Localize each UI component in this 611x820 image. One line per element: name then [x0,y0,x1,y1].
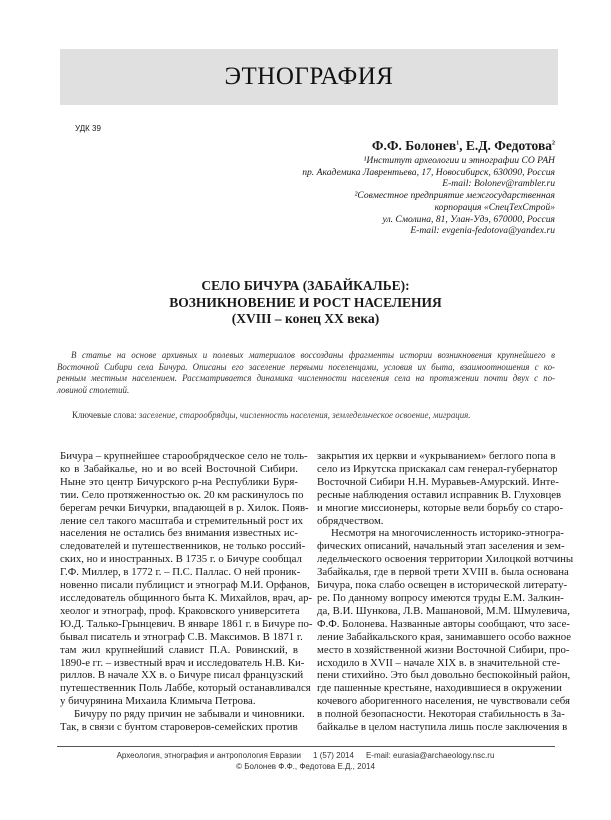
affiliation-line: корпорация «СпецТехСтрой» [434,201,555,213]
body-line: Так, в связи с бунтом староверов-семейских против [60,721,298,734]
abstract-line: ренным местным населением. Рассматривается динамика численности населения села на протяжении почти двух с по- [57,373,555,384]
keywords [72,410,471,420]
body-column-left [60,450,313,734]
keywords-value: заселение, старообрядцы, численность населения, земледельческое освоение, миграция. [138,410,471,420]
abstract-line: ловиной столетий. [57,384,130,395]
body-line: у бичурянина Михаила Климыча Петрова. [60,695,256,708]
author-2-sup: 2 [552,140,555,147]
affiliation-line: E-mail: Bolonev@rambler.ru [442,178,555,190]
body-column-right [317,450,574,734]
body-line: пени стихийно. Это был довольно беспокойный район, [317,669,571,682]
body-line: обрядчеством. [317,514,384,527]
body-line: фических описаний, начальный этап заселения и зем- [317,540,565,553]
body-line: исходило в XVII – начале XIX в. в значительной сте- [317,656,561,669]
title-line: (XVIII – конец XX века) [231,311,380,326]
affiliation-line: ²Совместное предприятие межгосударственная [354,190,555,202]
author-sep: , [459,138,466,153]
affiliation-line: пр. Академика Лаврентьева, 17, Новосибирск, 630090, Россия [302,166,555,178]
affiliation-line: E-mail: evgenia-fedotova@yandex.ru [410,225,555,237]
article-title [0,278,611,328]
author-1: Ф.Ф. Болонев [371,138,457,153]
author-2: Е.Д. Федотова [465,138,552,153]
body-line: хеолог и этнограф, проф. Краковского университета [60,604,300,617]
body-line: Бичура – крупнейшее старообрядческое село не толь- [60,450,308,462]
body-line: Несмотря на многочисленность историко-этногра- [331,527,564,540]
body-line: закрытия их церкви и «укрыванием» беглого попа в [317,450,556,462]
author-names [302,138,555,154]
body-line: Ф.Ф. Болонева. Названные авторы сообщают, что засе- [317,617,570,630]
abstract-line: В статье на основе архивных и полевых материалов воссозданы фрагменты истории возникновения крупнейшего в [71,350,555,360]
body-line: и многие миссионеры, которые вели борьбу со старо- [317,501,564,514]
body-line: новенно писали публицист и этнограф М.И. Орфанов, [60,579,310,592]
keywords-label: Ключевые слова: [72,410,139,420]
body-line: ление сел такого масштаба и стремительный рост их [60,514,304,527]
body-line: 1890-е гг. – известный врач и исследователь Н.В. Ки- [60,656,305,669]
affiliations [302,155,555,237]
abstract [57,350,555,396]
body-line: Ю.Д. Талько-Грынцевич. В январе 1861 г. в Бичуре по- [60,617,313,630]
section-title: ЭТНОГРАФИЯ [224,63,394,90]
body-line: Восточной Сибири Н.Н. Муравьев-Амурский. Инте- [317,475,559,488]
body-line: ледельческого освоения территории Хилоцкой вотчины [317,553,574,566]
author-1-sup: 1 [456,140,460,147]
body-line: берегам речки Бичурки, впадающей в р. Хилок. Появ- [60,501,309,514]
section-banner [60,49,558,105]
body-line: кочевого аборигенного населения, не чувствовали себя [317,695,570,708]
body-line: Бичура, пока слабо освещен в исторической литерату- [317,579,568,592]
udk-code: УДК 39 [75,124,101,133]
authors-block [302,138,555,237]
body-line: Г.Ф. Миллер, в 1772 г. – П.С. Паллас. О ней проник- [60,566,301,579]
body-line: в полной безопасности. Некоторая стабильность в За- [317,708,565,721]
body-line: Бичуру по ряду причин не забывали и чиновники. [74,708,305,721]
body-line: Забайкалья, где в первой трети XVIII в. была основана [317,566,569,579]
body-line: следователей и путешественников, не только россий- [60,540,306,553]
body-line: путешественник Поль Лаббе, который останавливался [60,682,311,695]
affiliation-line: ул. Смолина, 81, Улан-Удэ, 670000, Россия [382,213,555,225]
body-line: там жил крупнейший славист П.А. Ровинский, в [60,643,298,656]
body-line: ре. По данному вопросу имеются труды Е.М. Залкин- [317,591,564,604]
footer-divider [57,746,555,747]
title-line: СЕЛО БИЧУРА (ЗАБАЙКАЛЬЕ): [201,278,410,293]
title-line: ВОЗНИКНОВЕНИЕ И РОСТ НАСЕЛЕНИЯ [169,294,442,310]
footer-email: E-mail: eurasia@archaeology.nsc.ru [365,751,495,760]
body-line: ресные наблюдения оставил исправник В. Глуховцев [317,488,562,501]
affiliation-line: ¹Институт археологии и этнографии СО РАН [363,155,555,166]
body-line: да, В.И. Шункова, Л.В. Машановой, М.М. Шмулевича, [317,604,570,617]
body-line: ление Забайкальского края, занимавшего особо важное [317,630,572,643]
body-line: исследователь общинного быта К. Михайлов, врач, ар- [60,591,313,604]
body-line: ко в Забайкалье, но и во всей Восточной Сибири. [60,462,298,475]
body-line: ских, но и иностранных. В 1735 г. о Бичуре сообщал [60,553,302,566]
body-line: бывал писатель и этнограф С.В. Максимов. В 1871 г. [60,630,303,643]
page-footer [0,750,611,772]
body-line: риллов. В начале XX в. о Бичуре писал французский [60,669,304,682]
footer-copyright: © Болонев Ф.Ф., Федотова Е.Д., 2014 [236,762,375,771]
body-line: место в хозяйственной жизни Восточной Сибири, про- [317,643,570,656]
body-line: где пашенные крестьяне, находившиеся в окружении [317,682,562,695]
body-line: Ныне это центр Бичурского р-на Республики Буря- [60,475,298,488]
body-line: тии. Село протяженностью ок. 20 км раскинулось по [60,488,304,501]
footer-journal: Археология, этнография и антропология Евразии [116,751,302,760]
footer-issue: 1 (57) 2014 [313,751,354,760]
body-line: населения не остались без внимания известных ис- [60,527,298,540]
body-line: село из Иркутска прискакал сам генерал-губернатор [317,462,558,475]
body-line: байкалье в целом наступила лишь после заключения в [317,721,568,734]
abstract-line: Восточной Сибири села Бичура. Описаны его заселение первыми поселенцами, условия их быта, взаимоотношения с ко- [57,361,555,372]
